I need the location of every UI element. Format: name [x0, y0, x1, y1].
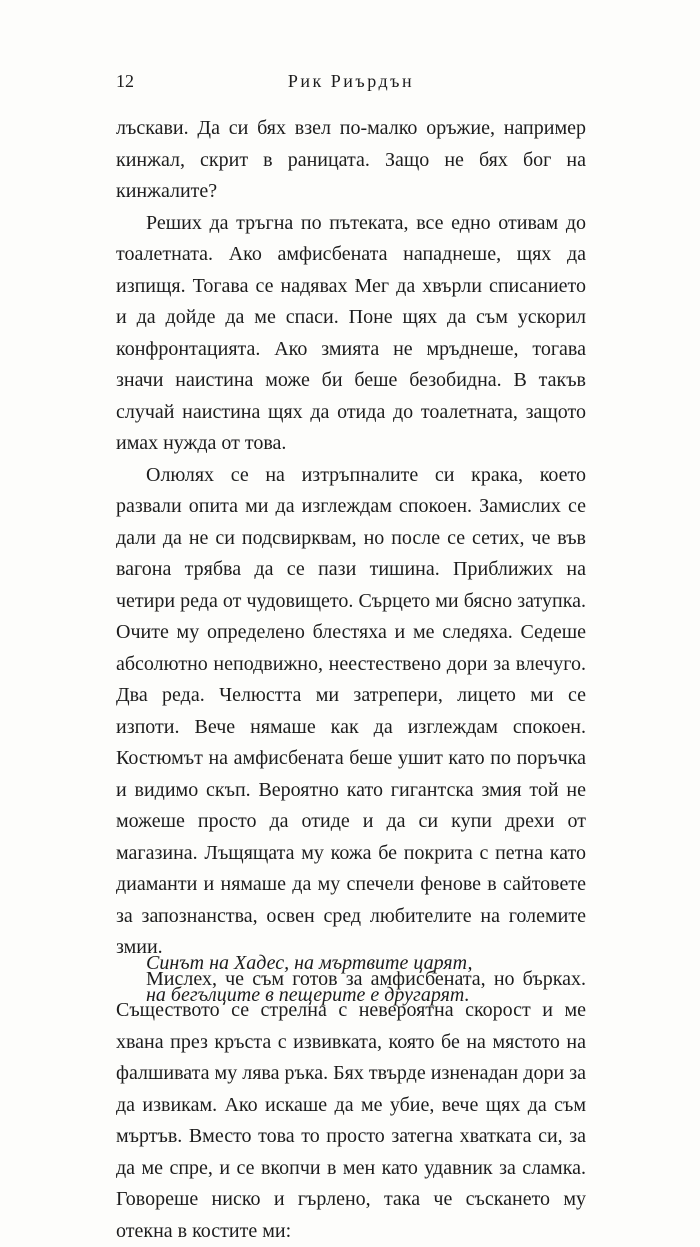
- paragraph: Реших да тръгна по пътеката, все едно отивам до тоалетната. Ако амфисбената нападнеше, щях да изпищя. Тогава се надявах Мег да хвърли списанието и да дойде да ме спаси. Поне щях да съм ускорил конфронтацията. Ако змията не мръднеше, тогава значи наистина може би беше безобидна. В такъв случай наистина щях да отида до тоалетната, защото имах нужда от това.: [116, 208, 586, 460]
- verse-line: на бегълците в пещерите е другарят.: [146, 980, 586, 1012]
- body-text: [116, 113, 586, 1247]
- paragraph: Олюлях се на изтръпналите си крака, което развали опита ми да изглеждам спокоен. Замислих се дали да не си подсвирквам, но после се сетих, че във вагона трябва да се пази тишина. Приближих на четири реда от чудовището. Сърцето ми бясно затупка. Очите му определено блестяха и ме следяха. Седеше абсолютно неподвижно, неестествено дори за влечуго. Два реда. Челюстта ми затрепери, лицето ми се изпоти. Вече нямаше как да изглеждам спокоен. Костюмът на амфисбената беше ушит като по поръчка и видимо скъп. Вероятно като гигантска змия той не можеше просто да отиде и да си купи дрехи от магазина. Лъщящата му кожа бе покрита с петна като диаманти и нямаше да му спечели фенове в сайтовете за запознанства, освен сред любителите на големите змии.: [116, 460, 586, 964]
- paragraph-continuation: лъскави. Да си бях взел по-малко оръжие, например кинжал, скрит в раницата. Защо не бях бог на кинжалите?: [116, 113, 586, 208]
- paragraph: Мислех, че съм готов за амфисбената, но бърках. Съществото се стрелна с невероятна скорост и ме хвана през кръста с извивката, която бе на мястото на фалшивата му лява ръка. Бях твърде изненадан дори за да извикам. Ако искаше да ме убие, вече щях да съм мъртъв. Вместо това то просто затегна хватката си, за да ме спре, и се вкопчи в мен като удавник за сламка. Говореше ниско и гърлено, така че съскането му отекна в костите ми:: [116, 964, 586, 1247]
- verse-line: Синът на Хадес, на мъртвите царят,: [146, 948, 586, 980]
- verse-quote: [146, 948, 586, 1011]
- running-head-author: Рик Риърдън: [116, 70, 586, 92]
- page-header: [116, 70, 586, 92]
- page-number: 12: [116, 70, 134, 92]
